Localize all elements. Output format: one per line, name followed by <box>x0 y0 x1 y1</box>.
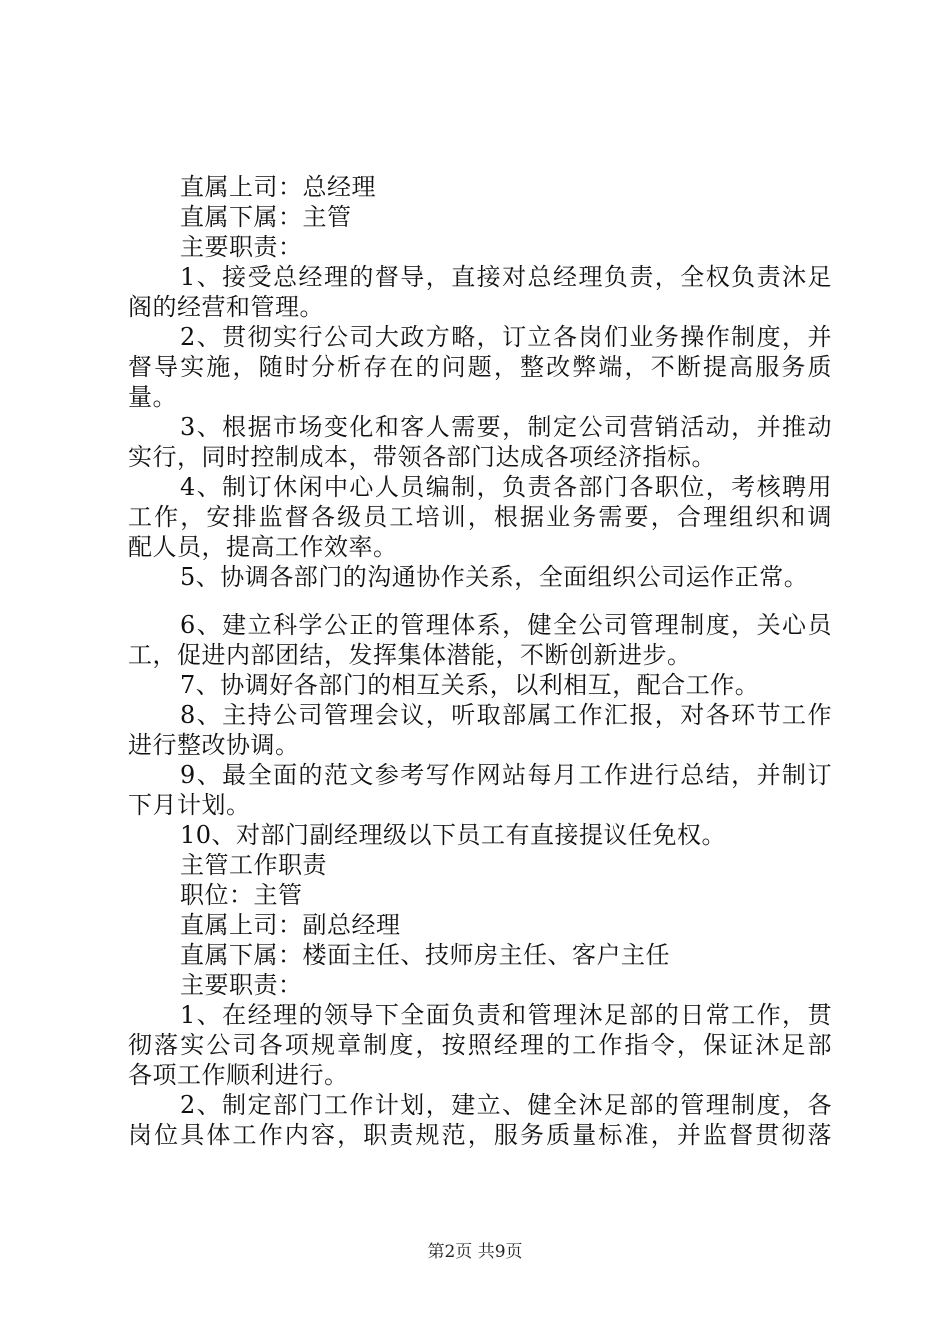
text-line: 主要职责： <box>180 971 303 999</box>
text-line: 工，促进内部团结，发挥集体潜能，不断创新进步。 <box>128 641 692 669</box>
text-line: 2、制定部门工作计划，建立、健全沐足部的管理制度，各 <box>180 1091 832 1119</box>
text-line: 各项工作顺利进行。 <box>128 1061 349 1089</box>
text-line: 3、根据市场变化和客人需要，制定公司营销活动，并推动 <box>180 413 832 441</box>
text-line: 2、贯彻实行公司大政方略，订立各岗们业务操作制度，并 <box>180 323 832 351</box>
text-line: 5、协调各部门的沟通协作关系，全面组织公司运作正常。 <box>180 563 809 591</box>
document-body <box>128 172 832 1150</box>
text-line: 配人员，提高工作效率。 <box>128 533 398 561</box>
text-line: 职位：主管 <box>180 881 303 909</box>
text-line: 岗位具体工作内容，职责规范，服务质量标准，并监督贯彻落 <box>128 1121 832 1149</box>
text-line: 7、协调好各部门的相互关系，以利相互，配合工作。 <box>180 671 760 699</box>
text-line: 直属下属：楼面主任、技师房主任、客户主任 <box>180 941 670 969</box>
page-number: 第2页 共9页 <box>427 1242 523 1262</box>
text-line: 直属下属：主管 <box>180 203 352 231</box>
text-line: 进行整改协调。 <box>128 731 300 759</box>
text-line: 督导实施，随时分析存在的问题，整改弊端，不断提高服务质 <box>128 353 832 381</box>
text-line: 直属上司：副总经理 <box>180 911 401 939</box>
text-line: 4、制订休闲中心人员编制，负责各部门各职位，考核聘用 <box>180 473 832 501</box>
text-line: 阁的经营和管理。 <box>128 293 324 321</box>
text-line: 量。 <box>128 383 177 411</box>
text-line: 主要职责： <box>180 233 303 261</box>
text-line: 9、最全面的范文参考写作网站每月工作进行总结，并制订 <box>180 761 832 789</box>
text-line: 10、对部门副经理级以下员工有直接提议任免权。 <box>180 821 727 849</box>
text-line: 直属上司：总经理 <box>180 173 376 201</box>
text-line: 8、主持公司管理会议，听取部属工作汇报，对各环节工作 <box>180 701 832 729</box>
section-heading: 主管工作职责 <box>180 851 327 879</box>
text-line: 工作，安排监督各级员工培训，根据业务需要，合理组织和调 <box>128 503 832 531</box>
text-line: 1、在经理的领导下全面负责和管理沐足部的日常工作，贯 <box>180 1001 832 1029</box>
text-line: 实行，同时控制成本，带领各部门达成各项经济指标。 <box>128 443 716 471</box>
paragraph-gap <box>128 592 832 610</box>
text-line: 下月计划。 <box>128 791 251 819</box>
text-line: 1、接受总经理的督导，直接对总经理负责，全权负责沐足 <box>180 263 832 291</box>
text-line: 彻落实公司各项规章制度，按照经理的工作指令，保证沐足部 <box>128 1031 832 1059</box>
text-line: 6、建立科学公正的管理体系，健全公司管理制度，关心员 <box>180 611 832 639</box>
